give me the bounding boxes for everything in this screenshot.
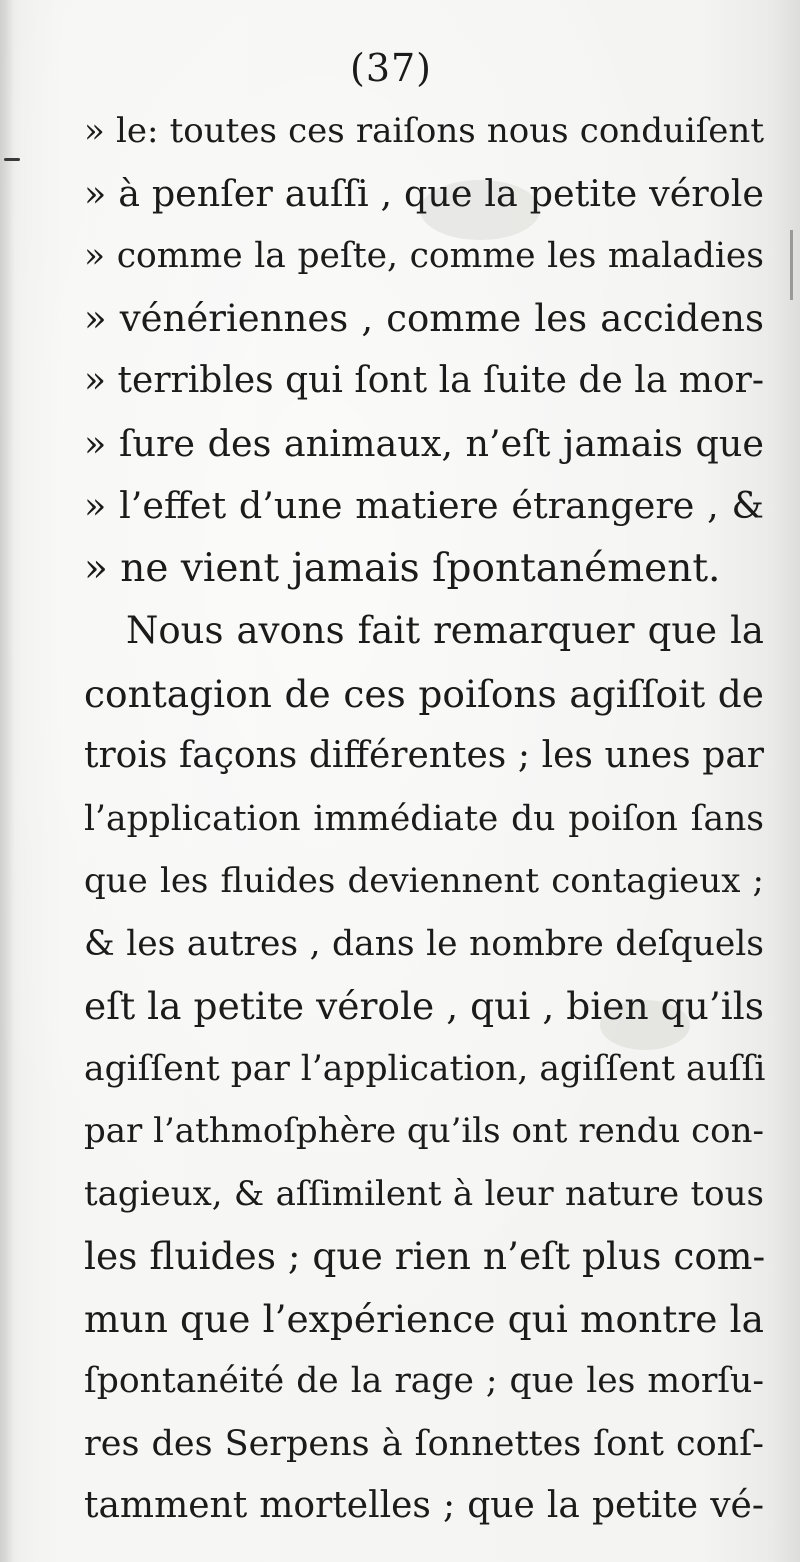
text-line: l’application immédiate du poiſon ſans	[84, 798, 764, 839]
gutter-shadow	[0, 0, 14, 1562]
text-line: res des Serpens à ſonnettes ſont conſ-	[84, 1423, 764, 1464]
body-text	[84, 100, 764, 1538]
text-line: & les autres , dans le nombre deſquels	[84, 923, 764, 964]
margin-mark	[4, 158, 20, 161]
text-line: tagieux, & aſſimilent à leur nature tous	[84, 1173, 764, 1214]
text-line: » à penſer auſſi , que la petite vérole	[84, 171, 764, 215]
text-line: » ne vient jamais ſpontanément.	[84, 545, 721, 591]
text-line: tamment mortelles ; que la petite vé-	[84, 1485, 764, 1526]
text-line: les fluides ; que rien n’eſt plus com-	[84, 1234, 766, 1278]
text-line: trois façons différentes ; les unes par	[84, 735, 764, 776]
text-line: » terribles qui ſont la ſuite de la mor-	[84, 360, 764, 401]
text-line: agiſſent par l’application, agiſſent auſſi	[84, 1048, 766, 1089]
text-line: ſpontanéité de la rage ; que les morſu-	[84, 1361, 764, 1401]
quoted-passage	[84, 100, 764, 600]
edge-mark	[790, 230, 793, 300]
text-line: mun que l’expérience qui montre la	[84, 1296, 764, 1341]
text-line: Nous avons fait remarquer que la	[126, 609, 764, 652]
text-line: eſt la petite vérole , qui , bien qu’ils	[84, 984, 764, 1028]
text-line: » le: toutes ces raiſons nous conduiſent	[84, 111, 764, 151]
text-line: » comme la peſte, comme les maladies	[84, 236, 764, 276]
page-number: (37)	[350, 46, 433, 90]
text-line: » l’effet d’une matiere étrangere , &	[84, 484, 764, 527]
text-line: que les fluides deviennent contagieux ;	[84, 861, 764, 901]
text-line: » ſure des animaux, n’eſt jamais que	[84, 421, 764, 465]
paragraph	[84, 600, 764, 1538]
text-line: contagion de ces poiſons agiſſoit de	[84, 671, 764, 716]
text-line: » vénériennes , comme les accidens	[84, 296, 764, 340]
text-line: par l’athmoſphère qu’ils ont rendu con-	[84, 1111, 764, 1151]
